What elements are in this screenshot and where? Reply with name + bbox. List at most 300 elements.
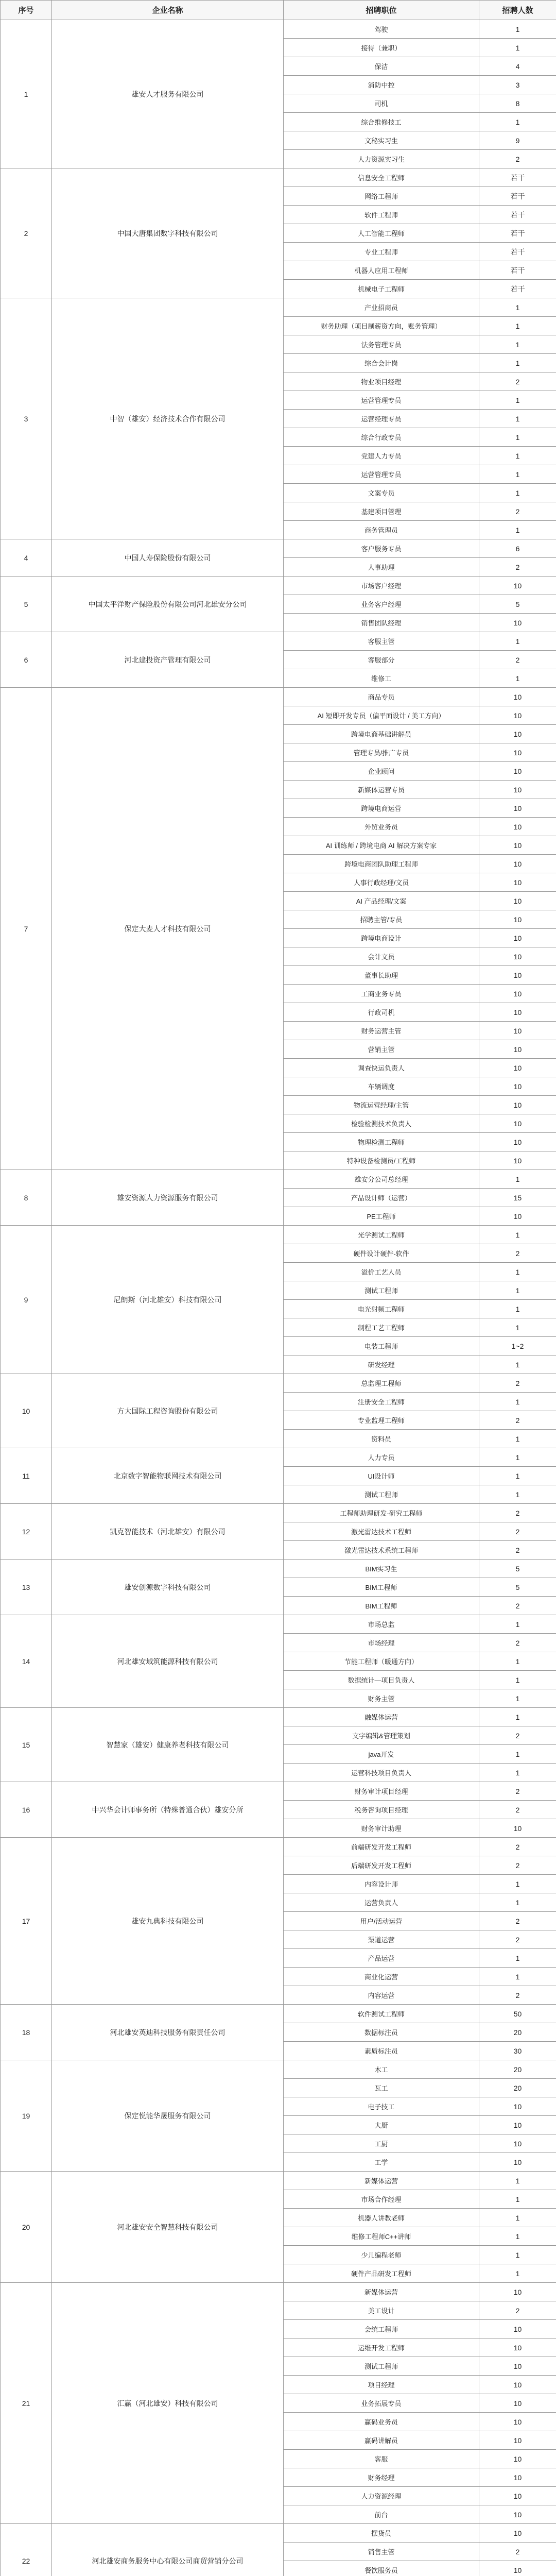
header-index: 序号	[1, 1, 52, 20]
company-index: 6	[1, 632, 52, 688]
job-count: 10	[479, 781, 556, 799]
job-count: 1	[479, 1263, 556, 1281]
table-row	[1, 2172, 556, 2190]
job-position: 摆货员	[284, 2524, 479, 2543]
job-position: 运营负责人	[284, 1893, 479, 1912]
job-position: 激光雷达技术工程师	[284, 1522, 479, 1541]
job-count: 1	[479, 632, 556, 651]
header-company: 企业名称	[52, 1, 284, 20]
job-position: 财务运营主管	[284, 1022, 479, 1040]
job-position: 市场合作经理	[284, 2190, 479, 2209]
job-count: 10	[479, 2468, 556, 2487]
job-position: 物理检测工程师	[284, 1133, 479, 1151]
job-position: 车辆调度	[284, 1077, 479, 1096]
company-index: 10	[1, 1374, 52, 1448]
job-position: 销售主管	[284, 2543, 479, 2561]
job-position: 综合维修技工	[284, 113, 479, 131]
job-position: 跨境电商基础讲解员	[284, 725, 479, 743]
job-position: java开发	[284, 1745, 479, 1764]
job-count: 1	[479, 1281, 556, 1300]
job-position: 董事长助理	[284, 966, 479, 985]
job-count: 10	[479, 985, 556, 1003]
job-position: 行政司机	[284, 1003, 479, 1022]
company-index: 20	[1, 2172, 52, 2283]
job-position: 客服主管	[284, 632, 479, 651]
job-position: 注册安全工程师	[284, 1393, 479, 1411]
job-position: 测试工程师	[284, 1485, 479, 1504]
job-position: 大厨	[284, 2116, 479, 2134]
job-count: 10	[479, 2357, 556, 2376]
table-row	[1, 1226, 556, 1244]
job-count: 1	[479, 1467, 556, 1485]
job-position: 新媒体运营	[284, 2172, 479, 2190]
job-position: 硬件设计硬件-软件	[284, 1244, 479, 1263]
job-position: 溢价工艺人员	[284, 1263, 479, 1281]
job-count: 2	[479, 1504, 556, 1522]
job-count: 若干	[479, 243, 556, 261]
job-count: 1	[479, 1875, 556, 1893]
job-count: 1	[479, 20, 556, 39]
job-count: 15	[479, 1189, 556, 1207]
job-count: 1	[479, 1393, 556, 1411]
job-position: 特种设备检测员/工程师	[284, 1151, 479, 1170]
job-position: 赢码业务员	[284, 2413, 479, 2431]
company-name: 雄安九典科技有限公司	[52, 1838, 284, 2005]
job-position: 人力资源经理	[284, 2487, 479, 2505]
table-row	[1, 632, 556, 651]
job-count: 10	[479, 706, 556, 725]
job-position: 财务主管	[284, 1689, 479, 1708]
job-position: 制程工艺工程师	[284, 1318, 479, 1337]
job-position: 人力资源实习生	[284, 150, 479, 168]
job-count: 1	[479, 1893, 556, 1912]
company-index: 8	[1, 1170, 52, 1226]
job-count: 2	[479, 1634, 556, 1652]
company-name: 雄安资源人力资源服务有限公司	[52, 1170, 284, 1226]
job-position: 跨境电商运营	[284, 799, 479, 818]
job-position: BIM工程师	[284, 1578, 479, 1597]
job-count: 1	[479, 447, 556, 465]
job-count: 2	[479, 1522, 556, 1541]
job-count: 若干	[479, 187, 556, 206]
company-index: 9	[1, 1226, 52, 1374]
job-position: 数据统计—项目负责人	[284, 1671, 479, 1689]
job-position: 市场经理	[284, 1634, 479, 1652]
header-position: 招聘职位	[284, 1, 479, 20]
job-count: 1	[479, 1430, 556, 1448]
company-index: 2	[1, 168, 52, 298]
table-row	[1, 168, 556, 187]
job-position: 客户服务专员	[284, 539, 479, 558]
job-position: 专业工程师	[284, 243, 479, 261]
job-position: 业务拓展专员	[284, 2394, 479, 2413]
job-count: 1	[479, 1355, 556, 1374]
job-count: 1	[479, 669, 556, 688]
job-position: 后端研发开发工程师	[284, 1856, 479, 1875]
job-count: 1	[479, 1949, 556, 1968]
job-position: 保洁	[284, 57, 479, 76]
company-name: 河北雄安商务服务中心有限公司商贸营销分公司	[52, 2524, 284, 2576]
job-count: 1	[479, 1764, 556, 1782]
job-position: 跨境电商设计	[284, 929, 479, 947]
job-count: 30	[479, 2042, 556, 2060]
job-position: 美工设计	[284, 2301, 479, 2320]
job-position: 物流运营经理/主管	[284, 1096, 479, 1114]
job-count: 若干	[479, 168, 556, 187]
job-count: 10	[479, 2320, 556, 2338]
job-count: 1	[479, 1170, 556, 1189]
job-position: 文案专员	[284, 484, 479, 502]
job-count: 10	[479, 2505, 556, 2524]
job-position: 硬件产品研发工程师	[284, 2264, 479, 2283]
job-position: 物业项目经理	[284, 372, 479, 391]
job-position: UI设计师	[284, 1467, 479, 1485]
job-position: 管理专员/推广专员	[284, 743, 479, 762]
job-count: 5	[479, 595, 556, 614]
job-position: 消防中控	[284, 76, 479, 94]
job-count: 10	[479, 855, 556, 873]
job-count: 10	[479, 966, 556, 985]
job-count: 10	[479, 799, 556, 818]
company-index: 3	[1, 298, 52, 539]
company-name: 中国大唐集团数字科技有限公司	[52, 168, 284, 298]
job-position: 营销主管	[284, 1040, 479, 1059]
job-count: 1	[479, 113, 556, 131]
job-position: 运营管理专员	[284, 391, 479, 410]
job-position: PE工程师	[284, 1207, 479, 1226]
job-count: 2	[479, 2301, 556, 2320]
job-position: 运营管理专员	[284, 465, 479, 484]
job-count: 10	[479, 929, 556, 947]
job-count: 10	[479, 2487, 556, 2505]
job-count: 1	[479, 1615, 556, 1634]
job-position: 测试工程师	[284, 1281, 479, 1300]
company-index: 19	[1, 2060, 52, 2172]
job-position: AI 产品经理/文案	[284, 892, 479, 910]
company-name: 河北雄安安全智慧科技有限公司	[52, 2172, 284, 2283]
job-position: 党建人力专员	[284, 447, 479, 465]
job-count: 10	[479, 892, 556, 910]
job-position: BIM工程师	[284, 1597, 479, 1615]
job-count: 1	[479, 484, 556, 502]
job-position: 机器人讲教老师	[284, 2209, 479, 2227]
job-position: 税务咨询项目经理	[284, 1801, 479, 1819]
job-position: 人工智能工程师	[284, 224, 479, 243]
job-count: 3	[479, 76, 556, 94]
job-count: 10	[479, 873, 556, 892]
job-position: 资料员	[284, 1430, 479, 1448]
job-count: 10	[479, 1040, 556, 1059]
job-count: 20	[479, 2079, 556, 2097]
job-count: 2	[479, 1930, 556, 1949]
job-count: 10	[479, 1096, 556, 1114]
job-count: 6	[479, 539, 556, 558]
job-count: 20	[479, 2060, 556, 2079]
job-position: 新媒体运营专员	[284, 781, 479, 799]
job-count: 1	[479, 1745, 556, 1764]
job-position: 软件测试工程师	[284, 2005, 479, 2023]
job-count: 1	[479, 1689, 556, 1708]
job-position: 木工	[284, 2060, 479, 2079]
job-count: 1	[479, 410, 556, 428]
job-position: 商业化运营	[284, 1968, 479, 1986]
job-position: 电光射频工程师	[284, 1300, 479, 1318]
job-count: 10	[479, 947, 556, 966]
job-count: 10	[479, 1819, 556, 1838]
job-count: 若干	[479, 261, 556, 280]
job-position: 软件工程师	[284, 206, 479, 224]
job-count: 1	[479, 1968, 556, 1986]
job-position: 赢码讲解员	[284, 2431, 479, 2450]
job-count: 8	[479, 94, 556, 113]
job-count: 10	[479, 2394, 556, 2413]
job-count: 2	[479, 1912, 556, 1930]
job-count: 2	[479, 1541, 556, 1560]
company-name: 中兴华会计师事务所（特殊普通合伙）雄安分所	[52, 1782, 284, 1838]
job-position: 市场总监	[284, 1615, 479, 1634]
job-position: 综合会计岗	[284, 354, 479, 372]
company-name: 方大国际工程咨询股份有限公司	[52, 1374, 284, 1448]
company-name: 雄安人才服务有限公司	[52, 20, 284, 168]
job-count: 9	[479, 131, 556, 150]
job-position: 新媒体运营	[284, 2283, 479, 2301]
job-count: 1	[479, 2172, 556, 2190]
job-position: 工商业务专员	[284, 985, 479, 1003]
company-name: 雄安创源数字科技有限公司	[52, 1560, 284, 1615]
table-body	[1, 20, 556, 2576]
job-count: 1	[479, 1671, 556, 1689]
job-position: 企业顾问	[284, 762, 479, 781]
table-row	[1, 1838, 556, 1856]
job-position: 项目经理	[284, 2376, 479, 2394]
job-count: 1	[479, 1708, 556, 1726]
company-name: 河北建投资产管理有限公司	[52, 632, 284, 688]
job-position: 产品运营	[284, 1949, 479, 1968]
job-count: 10	[479, 2376, 556, 2394]
table-row	[1, 2524, 556, 2543]
job-count: 若干	[479, 224, 556, 243]
job-position: 用户/活动运营	[284, 1912, 479, 1930]
company-index: 12	[1, 1504, 52, 1560]
company-index: 21	[1, 2283, 52, 2524]
company-name: 智慧家（雄安）健康养老科技有限公司	[52, 1708, 284, 1782]
job-position: 节能工程师（暖通方向）	[284, 1652, 479, 1671]
job-count: 2	[479, 1986, 556, 2005]
job-count: 1	[479, 1300, 556, 1318]
table-row	[1, 1170, 556, 1189]
table-row	[1, 688, 556, 706]
company-name: 尼朗斯（河北雄安）科技有限公司	[52, 1226, 284, 1374]
job-count: 1	[479, 354, 556, 372]
job-count: 50	[479, 2005, 556, 2023]
job-count: 5	[479, 1560, 556, 1578]
job-count: 10	[479, 2524, 556, 2543]
job-count: 2	[479, 2543, 556, 2561]
job-position: 商务管理员	[284, 521, 479, 539]
job-count: 5	[479, 1578, 556, 1597]
job-count: 1	[479, 2190, 556, 2209]
job-position: 财务审计助理	[284, 1819, 479, 1838]
job-count: 1	[479, 1652, 556, 1671]
job-count: 10	[479, 2450, 556, 2468]
company-index: 4	[1, 539, 52, 577]
job-position: 跨境电商团队助理工程师	[284, 855, 479, 873]
job-position: 业务客户经理	[284, 595, 479, 614]
table-row	[1, 1708, 556, 1726]
company-name: 河北雄安英迪科技服务有限责任公司	[52, 2005, 284, 2060]
job-position: 外贸业务员	[284, 818, 479, 836]
job-count: 1	[479, 2264, 556, 2283]
job-position: 客服部分	[284, 651, 479, 669]
company-name: 凯克智能技术（河北雄安）有限公司	[52, 1504, 284, 1560]
job-position: 检验检测技术负责人	[284, 1114, 479, 1133]
job-count: 10	[479, 1133, 556, 1151]
job-count: 1	[479, 428, 556, 447]
job-count: 1	[479, 317, 556, 335]
company-index: 11	[1, 1448, 52, 1504]
job-position: 电装工程师	[284, 1337, 479, 1355]
job-position: 少儿编程老师	[284, 2246, 479, 2264]
job-position: 内容运营	[284, 1986, 479, 2005]
job-count: 1	[479, 521, 556, 539]
company-name: 北京数字智能物联网技术有限公司	[52, 1448, 284, 1504]
job-count: 10	[479, 2431, 556, 2450]
job-position: 商品专员	[284, 688, 479, 706]
job-position: 光学测试工程师	[284, 1226, 479, 1244]
job-count: 1	[479, 1485, 556, 1504]
job-position: 财务审计项目经理	[284, 1782, 479, 1801]
job-position: 市场客户经理	[284, 577, 479, 595]
job-position: 内容设计师	[284, 1875, 479, 1893]
job-position: 运营经理专员	[284, 410, 479, 428]
job-position: 信息安全工程师	[284, 168, 479, 187]
job-position: 财务经理	[284, 2468, 479, 2487]
table-row	[1, 1560, 556, 1578]
job-count: 1	[479, 335, 556, 354]
company-index: 7	[1, 688, 52, 1170]
job-count: 10	[479, 2283, 556, 2301]
job-count: 1	[479, 39, 556, 57]
job-position: 接待（兼职）	[284, 39, 479, 57]
job-count: 10	[479, 2134, 556, 2153]
job-count: 4	[479, 57, 556, 76]
job-count: 1	[479, 1318, 556, 1337]
job-position: 渠道运营	[284, 1930, 479, 1949]
company-index: 14	[1, 1615, 52, 1708]
job-position: 总监理工程师	[284, 1374, 479, 1393]
job-position: 产品设计师（运营）	[284, 1189, 479, 1207]
job-count: 10	[479, 2338, 556, 2357]
job-position: 运营科技项目负责人	[284, 1764, 479, 1782]
table-row	[1, 1504, 556, 1522]
job-position: 人事行政经理/文员	[284, 873, 479, 892]
job-position: 维修工	[284, 669, 479, 688]
job-count: 10	[479, 836, 556, 855]
job-count: 10	[479, 743, 556, 762]
table-row	[1, 2005, 556, 2023]
job-position: 招聘主管/专员	[284, 910, 479, 929]
company-name: 汇赢（河北雄安）科技有限公司	[52, 2283, 284, 2524]
company-name: 中智（雄安）经济技术合作有限公司	[52, 298, 284, 539]
job-count: 1	[479, 1226, 556, 1244]
job-position: 餐饮服务员	[284, 2561, 479, 2576]
company-index: 5	[1, 577, 52, 632]
job-count: 2	[479, 1374, 556, 1393]
job-count: 10	[479, 1022, 556, 1040]
table-row	[1, 1448, 556, 1467]
job-count: 2	[479, 1597, 556, 1615]
job-position: 研发经理	[284, 1355, 479, 1374]
company-index: 18	[1, 2005, 52, 2060]
job-position: 前台	[284, 2505, 479, 2524]
company-name: 中国太平洋财产保险股份有限公司河北雄安分公司	[52, 577, 284, 632]
job-position: BIM实习生	[284, 1560, 479, 1578]
header-count: 招聘人数	[479, 1, 556, 20]
job-position: 人力专员	[284, 1448, 479, 1467]
job-count: 10	[479, 1114, 556, 1133]
job-count: 10	[479, 1151, 556, 1170]
job-count: 10	[479, 762, 556, 781]
company-name: 保定大麦人才科技有限公司	[52, 688, 284, 1170]
company-index: 22	[1, 2524, 52, 2576]
job-count: 10	[479, 2413, 556, 2431]
job-position: 融媒体运营	[284, 1708, 479, 1726]
job-position: 电子技工	[284, 2097, 479, 2116]
table-header-row	[1, 1, 556, 20]
job-position: 瓦工	[284, 2079, 479, 2097]
job-count: 10	[479, 1003, 556, 1022]
job-count: 2	[479, 372, 556, 391]
job-count: 2	[479, 1244, 556, 1263]
job-position: AI 训练师 / 跨境电商 AI 解决方案专家	[284, 836, 479, 855]
table-row	[1, 298, 556, 317]
job-position: 文字编辑&管理策划	[284, 1726, 479, 1745]
job-count: 1	[479, 2246, 556, 2264]
job-position: 维修工程师C++讲师	[284, 2227, 479, 2246]
job-position: 驾驶	[284, 20, 479, 39]
job-count: 10	[479, 614, 556, 632]
job-position: 前端研发开发工程师	[284, 1838, 479, 1856]
table-row	[1, 1374, 556, 1393]
job-count: 10	[479, 688, 556, 706]
job-position: 素质标注员	[284, 2042, 479, 2060]
job-count: 10	[479, 2097, 556, 2116]
job-position: 专业监理工程师	[284, 1411, 479, 1430]
job-position: 会计文员	[284, 947, 479, 966]
job-count: 10	[479, 725, 556, 743]
job-count: 若干	[479, 280, 556, 298]
job-position: 调查快运负责人	[284, 1059, 479, 1077]
job-position: AI 短即开发专员（偏平面设计 / 美工方向）	[284, 706, 479, 725]
company-index: 17	[1, 1838, 52, 2005]
table-row	[1, 2283, 556, 2301]
company-name: 河北雄安域筑能源科技有限公司	[52, 1615, 284, 1708]
job-count: 10	[479, 2153, 556, 2172]
job-count: 10	[479, 1059, 556, 1077]
job-count: 10	[479, 577, 556, 595]
job-position: 机器人应用工程师	[284, 261, 479, 280]
job-count: 若干	[479, 206, 556, 224]
job-position: 客服	[284, 2450, 479, 2468]
job-count: 10	[479, 1077, 556, 1096]
job-position: 测试工程师	[284, 2357, 479, 2376]
job-count: 2	[479, 502, 556, 521]
job-position: 基建项目管理	[284, 502, 479, 521]
job-position: 运维开发工程师	[284, 2338, 479, 2357]
job-position: 产业招商员	[284, 298, 479, 317]
job-position: 工学	[284, 2153, 479, 2172]
job-count: 1~2	[479, 1337, 556, 1355]
